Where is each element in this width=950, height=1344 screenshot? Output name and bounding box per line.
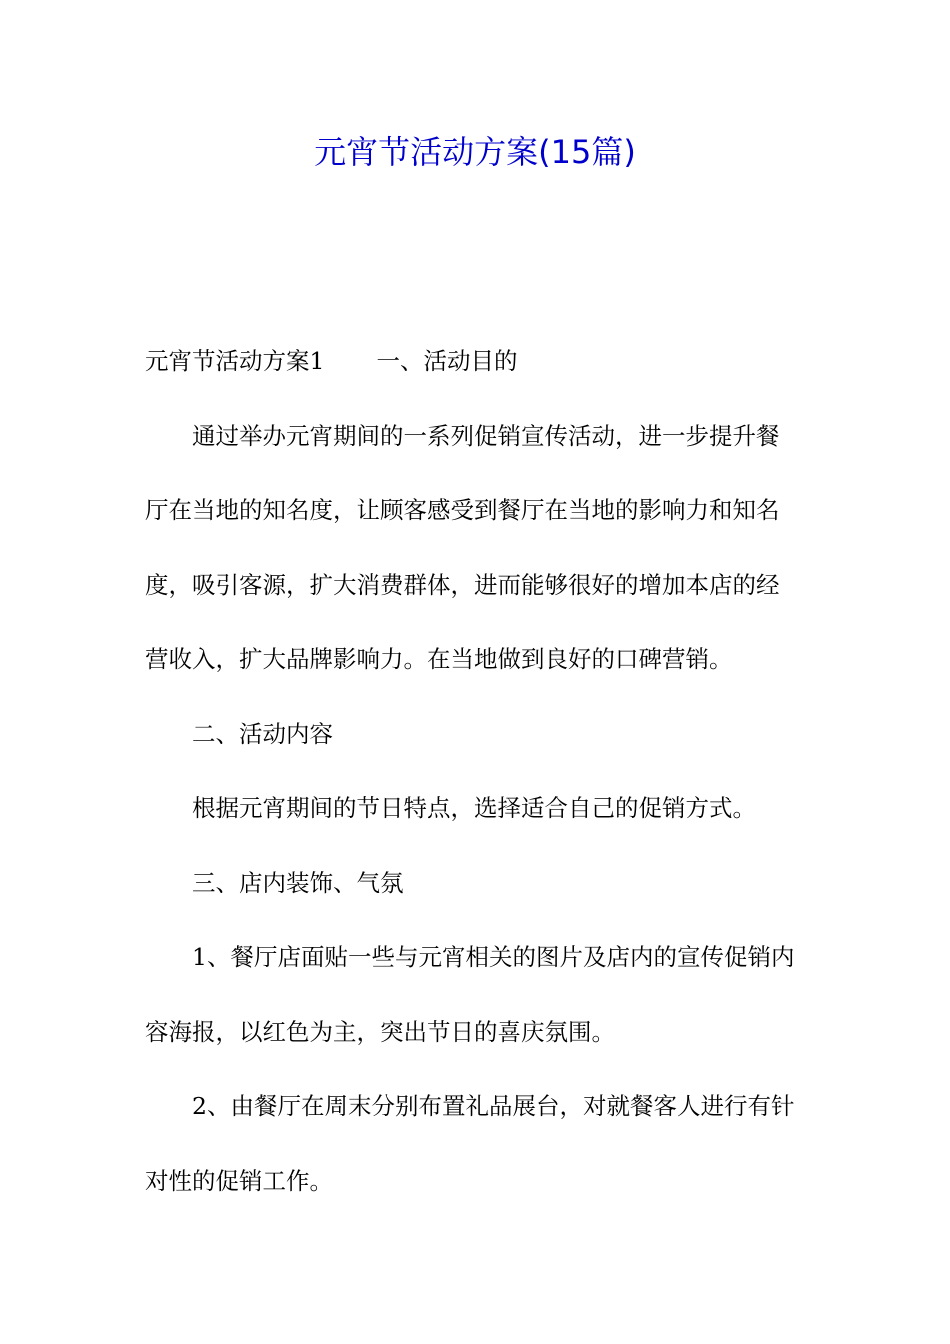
heading-decoration: 三、店内装饰、气氛	[192, 868, 404, 897]
paragraph-line: 根据元宵期间的节日特点，选择适合自己的促销方式。	[192, 794, 756, 822]
document-body	[145, 324, 810, 1218]
paragraph-line: 营收入，扩大品牌影响力。在当地做到良好的口碑营销。	[145, 645, 733, 673]
heading-activity-purpose: 一、活动目的	[376, 347, 518, 375]
paragraph-line	[145, 324, 810, 399]
paragraph-line: 容海报，以红色为主，突出节日的喜庆氛围。	[145, 1017, 615, 1046]
document-title: 元宵节活动方案(15篇)	[314, 133, 636, 171]
paragraph-line: 通过举办元宵期间的一系列促销宣传活动，进一步提升餐	[192, 421, 780, 450]
paragraph-line: 厅在当地的知名度，让顾客感受到餐厅在当地的影响力和知名	[145, 496, 780, 524]
paragraph-line: 对性的促销工作。	[145, 1166, 333, 1195]
paragraph-line: 1、餐厅店面贴一些与元宵相关的图片及店内的宣传促销内	[192, 943, 795, 971]
section-heading: 元宵节活动方案1	[145, 347, 325, 375]
paragraph-line: 度，吸引客源，扩大消费群体，进而能够很好的增加本店的经	[145, 570, 780, 599]
paragraph-line: 2、由餐厅在周末分别布置礼品展台，对就餐客人进行有针	[192, 1092, 795, 1120]
heading-activity-content: 二、活动内容	[192, 719, 333, 748]
